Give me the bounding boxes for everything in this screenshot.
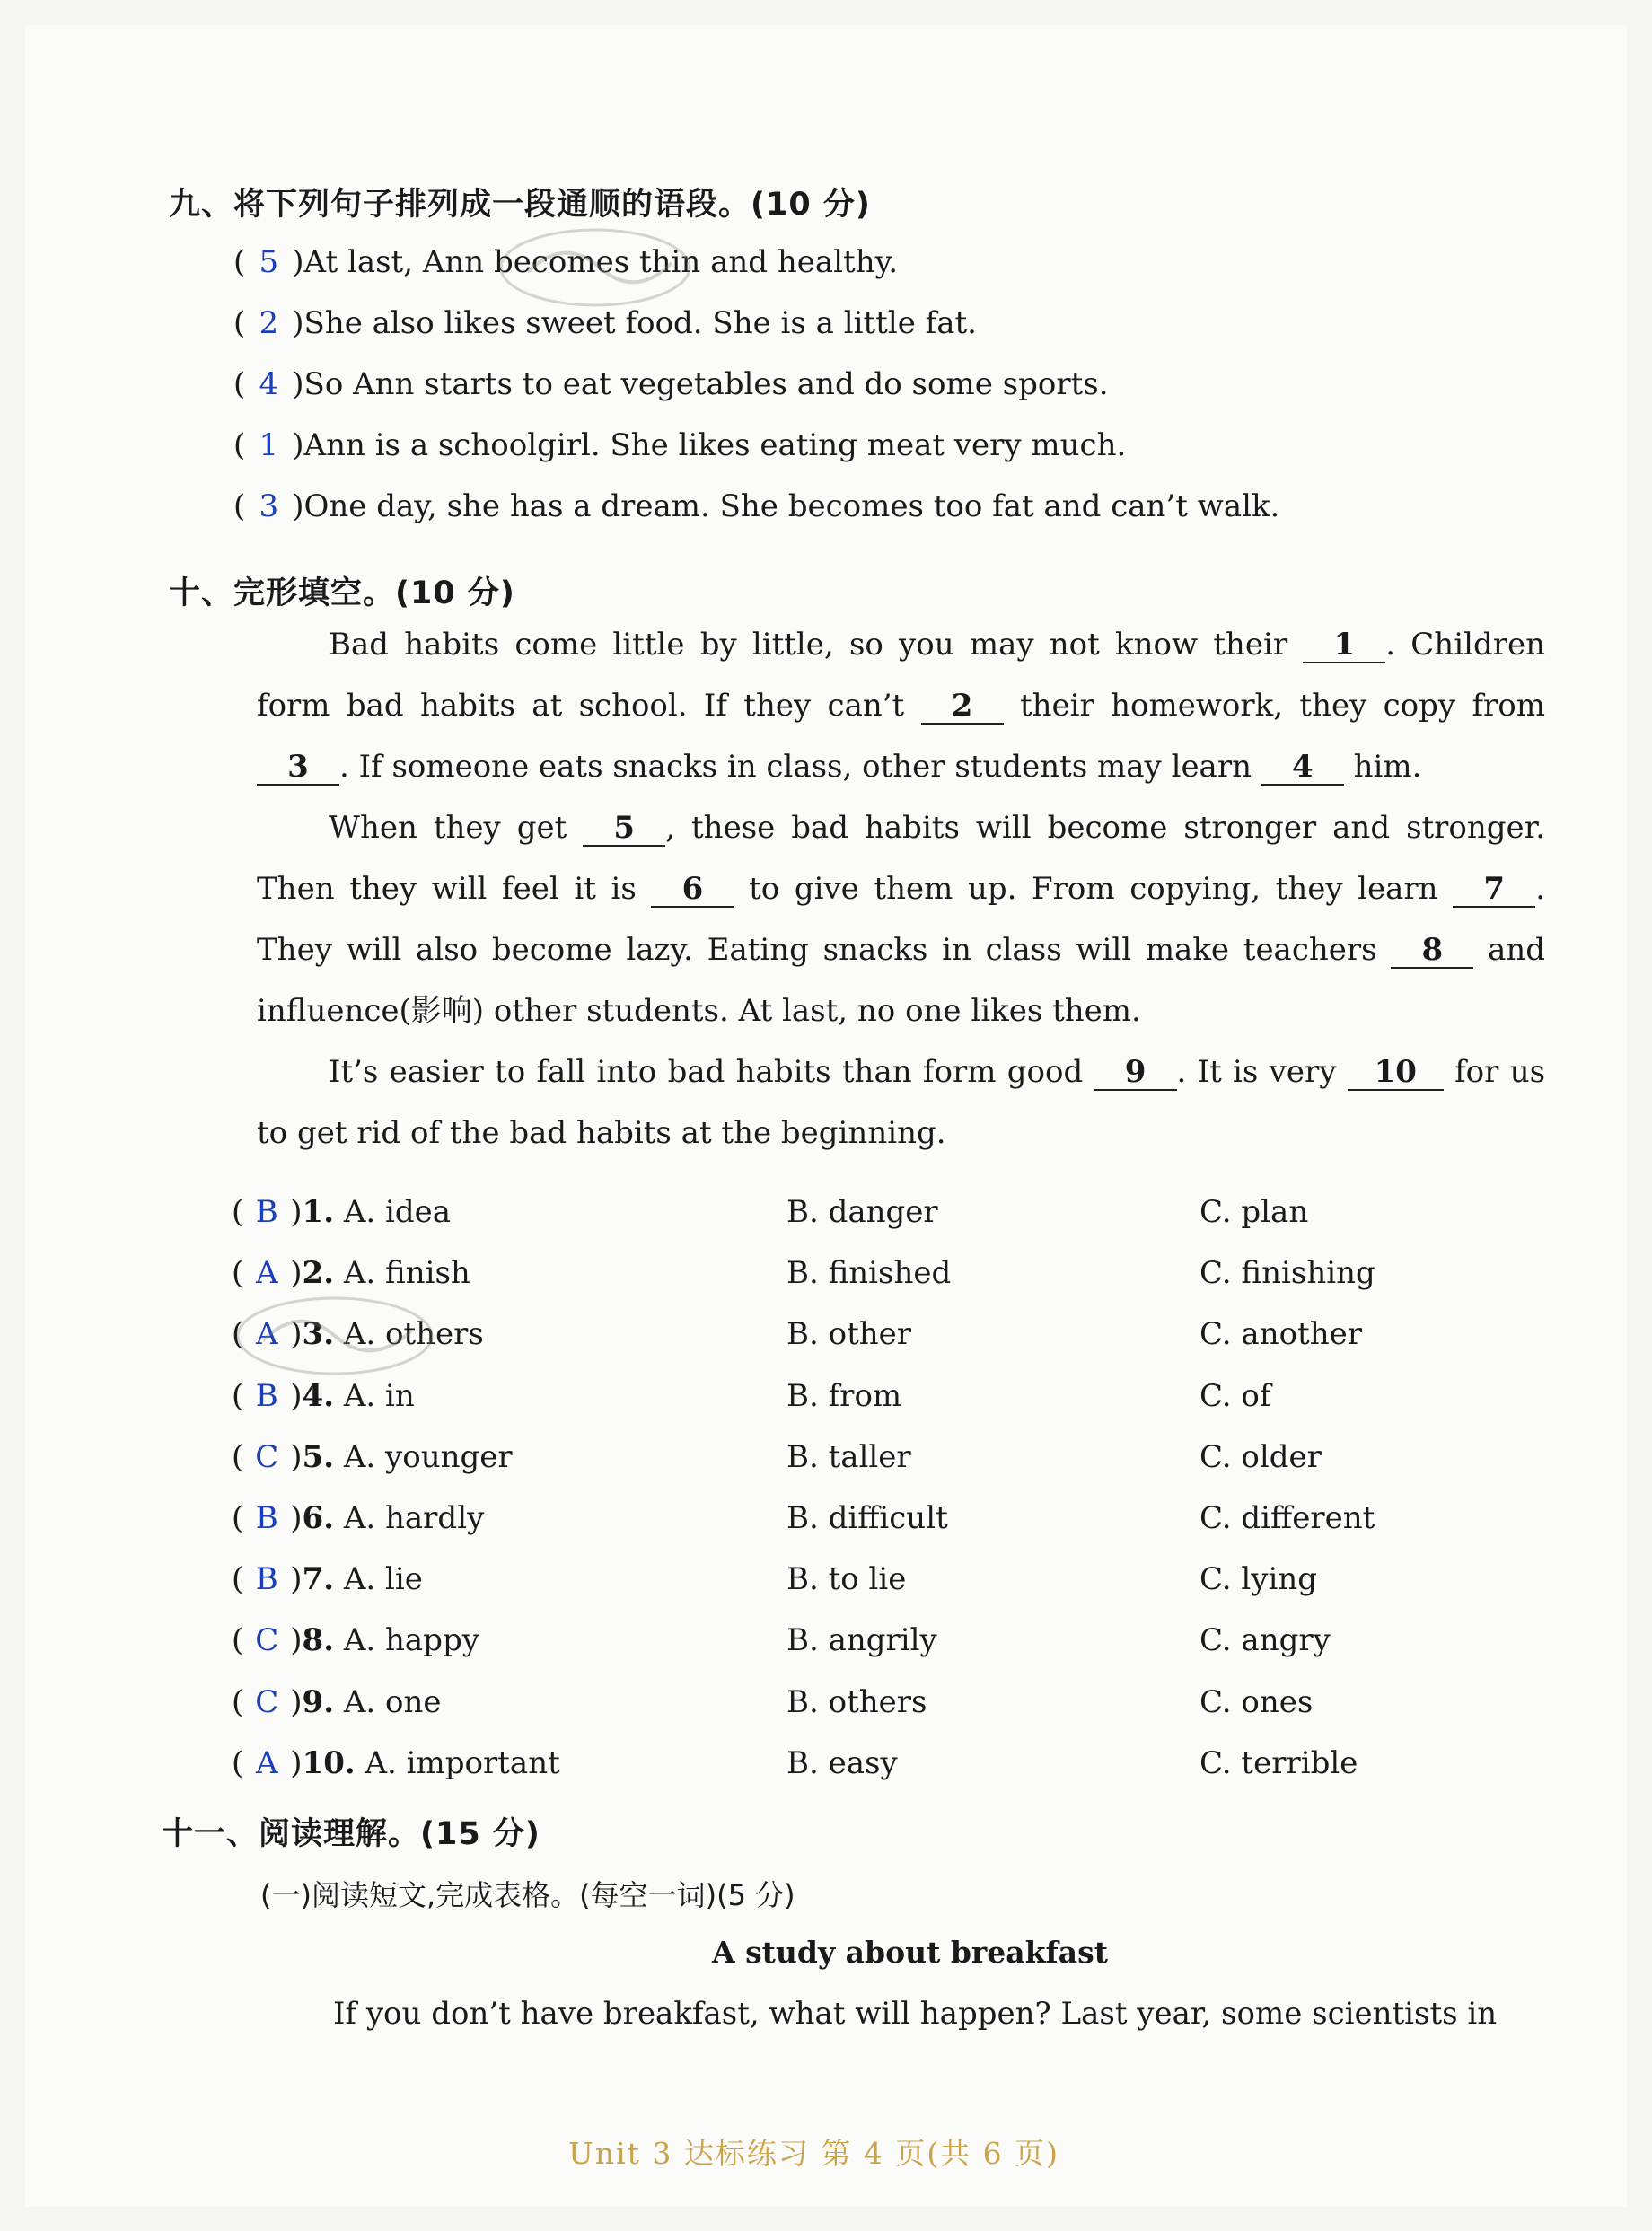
section11-heading: 十一、阅读理解。(15 分) (162, 1816, 540, 1852)
watermark-icon (227, 1287, 443, 1385)
option-c: C. of (1199, 1378, 1271, 1414)
question-number: 6. (302, 1500, 335, 1536)
ordering-item: ( 4 )So Ann starts to eat vegetables and do some sports. (233, 366, 1109, 402)
option-b: B. to lie (786, 1561, 907, 1597)
option-c: C. angry (1199, 1622, 1331, 1658)
cloze-blank-1: 1 (1303, 628, 1385, 663)
cloze-blank-2: 2 (921, 690, 1004, 725)
question-answer: A (255, 1316, 278, 1352)
question-answer: A (255, 1745, 278, 1781)
question-number: 8. (302, 1622, 335, 1658)
question-number: 5. (302, 1439, 335, 1475)
passage-first-line: If you don’t have breakfast, what will happen? Last year, some scientists in (333, 1996, 1498, 2032)
cloze-paragraph-3: It’s easier to fall into bad habits than form good 9 . It is very 10 for us to get rid of the bad habits at the beginning. (257, 1054, 1546, 1151)
option-a: A. in (343, 1378, 415, 1414)
cloze-blank-7: 7 (1453, 873, 1535, 908)
watermark-icon (492, 218, 699, 317)
option-a: A. hardly (343, 1500, 485, 1536)
ordering-sentence: One day, she has a dream. She becomes too fat and can’t walk. (303, 488, 1280, 524)
option-c: C. plan (1199, 1194, 1309, 1230)
page-footer: Unit 3 达标练习 第 4 页(共 6 页) (568, 2136, 1060, 2171)
option-b: B. easy (786, 1745, 898, 1781)
ordering-answer: 1 (259, 427, 279, 463)
option-b: B. finished (786, 1255, 952, 1291)
option-b: B. taller (786, 1439, 911, 1475)
ordering-answer: 3 (259, 488, 279, 524)
question-answer: C (255, 1622, 279, 1658)
option-b: B. other (786, 1316, 912, 1352)
section9-heading: 九、将下列句子排列成一段通顺的语段。(10 分) (169, 187, 871, 223)
question-number: 7. (302, 1561, 335, 1597)
cloze-blank-10: 10 (1348, 1056, 1444, 1091)
ordering-answer: 5 (259, 244, 279, 280)
question-answer: C (255, 1439, 279, 1475)
question-answer: B (255, 1500, 278, 1536)
option-a: A. lie (343, 1561, 423, 1597)
option-a: A. younger (343, 1439, 513, 1475)
ordering-sentence: Ann is a schoolgirl. She likes eating meat very much. (303, 427, 1127, 463)
ordering-answer: 2 (259, 305, 279, 341)
option-a: A. idea (343, 1194, 452, 1230)
option-c: C. finishing (1199, 1255, 1375, 1291)
ordering-item: ( 2 )She also likes sweet food. She is a little fat. (233, 305, 977, 341)
option-b: B. angrily (786, 1622, 937, 1658)
option-a: A. happy (343, 1622, 479, 1658)
ordering-item: ( 3 )One day, she has a dream. She becomes too fat and can’t walk. (233, 488, 1280, 524)
passage-title: A study about breakfast (712, 1935, 1108, 1970)
cloze-paragraph-2: When they get 5 , these bad habits will become stronger and stronger. Then they will feel it is 6 to give them up. From copying, they learn 7 . They will also become lazy. Eating snacks in class will make teachers 8 and influence(影响) other students. At last, no one likes them. (257, 810, 1546, 1029)
question-answer: B (255, 1194, 278, 1230)
option-c: C. different (1199, 1500, 1375, 1536)
question-answer: C (255, 1684, 279, 1720)
option-b: B. difficult (786, 1500, 948, 1536)
cloze-blank-9: 9 (1094, 1056, 1177, 1091)
option-a: A. others (343, 1316, 484, 1352)
question-answer: A (255, 1255, 278, 1291)
cloze-blank-4: 4 (1261, 751, 1344, 786)
question-number: 10. (302, 1745, 356, 1781)
worksheet-page: 九、将下列句子排列成一段通顺的语段。(10 分) ( 5 )At last, Ann becomes thin and healthy. ( 2 )She also likes sweet food. She is a little fat. ( 4 )So Ann starts to eat vegetables and do some sports. ( 1 )Ann is a schoolgirl. She likes eating meat very much. ( 3 )One day, she has a dream. She becomes too fat and can’t walk. 十、完形填空。(10 分) Bad habits come little by little, so you may not know their 1 . Children form bad habits at school. If they can’t 2 their homework, they copy from 3 . If someone eats snacks in class, other students may learn 4 him. When they get 5 , these bad habits will become stronger and stronger. Then they will feel it is 6 to give them up. From copying, they learn 7 . They will also become lazy. Eating snacks in class will make teachers 8 and influence(影响) other students. At last, no one likes them. It’s easier to fall into bad habits than form good 9 . It is very 10 for us to get rid of the bad habits at the beginning. ( B )1. A. idea B. danger C. plan ( A )2. A. finish B. finished C. finishing ( A )3. A. others B. other C. another ( B )4. A. in B. from C. of ( C )5. A. younger B. taller C. older ( B )6. A. hardly B. difficult C. different ( B )7. A. lie B. to lie C. lying ( C )8. A. happy B. angrily C. angry ( C )9. A. one B. others C. ones ( A )10. A. important B. easy C. terrible 十一、阅读理解。(15 分) (一)阅读短文,完成表格。(每空一词)(5 分) A study about breakfast If you don’t have breakfast, what will happen? Last year, some scientists in Unit 3 达标练习 第 4 页(共 6 页) (25, 25, 1627, 2207)
section11-subheading: (一)阅读短文,完成表格。(每空一词)(5 分) (260, 1878, 795, 1912)
cloze-paragraph-1: Bad habits come little by little, so you may not know their 1 . Children form bad habits at school. If they can’t 2 their homework, they copy from 3 . If someone eats snacks in class, other students may learn 4 him. (257, 627, 1546, 785)
option-c: C. another (1199, 1316, 1362, 1352)
ordering-sentence: At last, Ann becomes thin and healthy. (303, 244, 899, 280)
ordering-sentence: So Ann starts to eat vegetables and do some sports. (303, 366, 1109, 402)
cloze-blank-5: 5 (583, 812, 665, 847)
ordering-sentence: She also likes sweet food. She is a little fat. (303, 305, 977, 341)
option-a: A. finish (343, 1255, 470, 1291)
option-c: C. ones (1199, 1684, 1314, 1720)
question-number: 3. (302, 1316, 335, 1352)
question-answer: B (255, 1561, 278, 1597)
option-b: B. from (786, 1378, 902, 1414)
option-a: A. important (365, 1745, 560, 1781)
option-a: A. one (343, 1684, 442, 1720)
question-number: 2. (302, 1255, 335, 1291)
option-c: C. lying (1199, 1561, 1318, 1597)
question-number: 9. (302, 1684, 335, 1720)
option-c: C. older (1199, 1439, 1322, 1475)
option-b: B. others (786, 1684, 927, 1720)
question-answer: B (255, 1378, 278, 1414)
section10-heading: 十、完形填空。(10 分) (169, 575, 515, 611)
ordering-item: ( 5 )At last, Ann becomes thin and healthy. (233, 244, 899, 280)
ordering-item: ( 1 )Ann is a schoolgirl. She likes eating meat very much. (233, 427, 1127, 463)
cloze-blank-3: 3 (257, 751, 339, 786)
ordering-answer: 4 (259, 366, 279, 402)
cloze-blank-8: 8 (1391, 934, 1473, 969)
cloze-blank-6: 6 (651, 873, 734, 908)
question-number: 1. (302, 1194, 335, 1230)
option-b: B. danger (786, 1194, 938, 1230)
question-number: 4. (302, 1378, 335, 1414)
option-c: C. terrible (1199, 1745, 1358, 1781)
